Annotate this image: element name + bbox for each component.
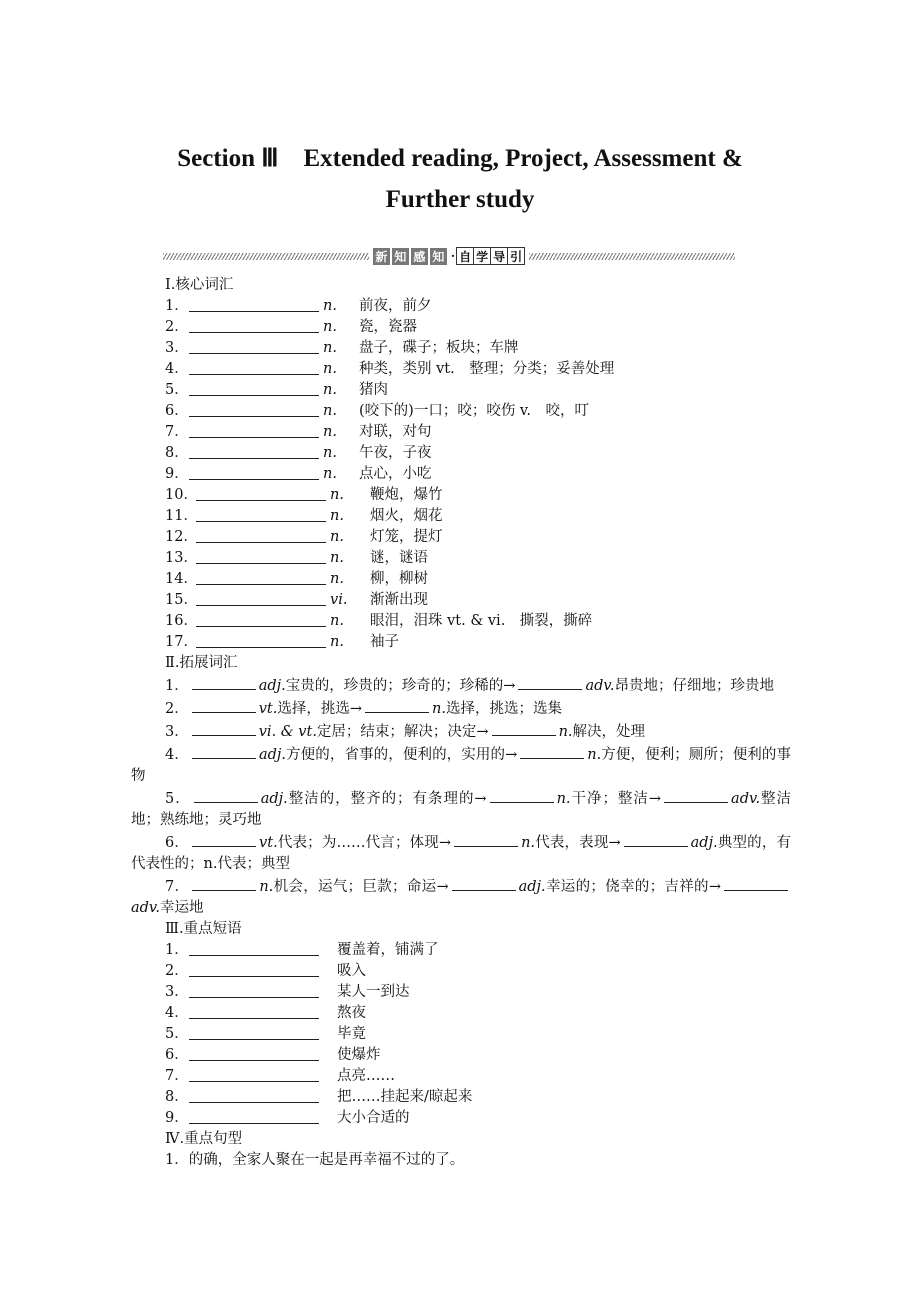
answer-blank[interactable] (192, 875, 256, 891)
answer-blank[interactable] (189, 359, 319, 375)
part-of-speech: n. (330, 487, 344, 503)
extended-item (131, 787, 791, 831)
item-meaning: 袖子 (370, 634, 399, 650)
part-of-speech: n. (330, 529, 344, 545)
part-of-speech: n. (323, 361, 337, 377)
answer-blank[interactable] (189, 1045, 319, 1061)
part-of-speech: vi. & vt. (258, 724, 317, 740)
part-of-speech: adj. (258, 747, 286, 763)
answer-blank[interactable] (189, 1024, 319, 1040)
item-meaning: 代表；为……代言；体现→ (277, 835, 452, 851)
item-meaning: 点心，小吃 (359, 466, 432, 482)
vocab-item (131, 506, 791, 527)
vocab-item (131, 296, 791, 317)
vocab-item (131, 422, 791, 443)
part-of-speech: adj. (690, 835, 718, 851)
item-meaning: 宝贵的，珍贵的；珍奇的；珍稀的→ (285, 678, 516, 694)
item-meaning: 眼泪，泪珠 vt. & vi. 撕裂，撕碎 (370, 613, 593, 629)
item-number: 3． (165, 724, 189, 740)
item-number: 6． (165, 835, 190, 851)
part-of-speech: n. (323, 319, 337, 335)
item-number: 1． (165, 678, 189, 694)
answer-blank[interactable] (196, 632, 326, 648)
phrase-item (131, 1087, 791, 1108)
item-number: 7． (165, 879, 190, 895)
item-meaning: 盘子，碟子；板块；车牌 (359, 340, 519, 356)
banner-hatch-left (163, 253, 369, 260)
part-of-speech: vt. (258, 701, 278, 717)
vocab-item (131, 611, 791, 632)
answer-blank[interactable] (189, 338, 319, 354)
answer-blank[interactable] (490, 787, 554, 803)
part-of-speech: adj. (258, 678, 286, 694)
answer-blank[interactable] (194, 787, 258, 803)
item-number: 4． (165, 747, 189, 763)
answer-blank[interactable] (189, 1066, 319, 1082)
answer-blank[interactable] (192, 674, 256, 690)
vocab-item (131, 485, 791, 506)
item-meaning: 解决，处理 (572, 724, 646, 740)
answer-blank[interactable] (189, 1108, 319, 1124)
answer-blank[interactable] (189, 1087, 319, 1103)
item-meaning: 烟火，烟花 (370, 508, 443, 524)
item-meaning: 定居；结束；解决；决定→ (316, 724, 489, 740)
answer-blank[interactable] (192, 743, 256, 759)
item-number: 1． (165, 298, 189, 314)
item-number: 11． (165, 508, 198, 524)
answer-blank[interactable] (518, 674, 582, 690)
answer-blank[interactable] (189, 961, 319, 977)
item-meaning: 幸运的；侥幸的；吉祥的→ (545, 879, 721, 895)
item-number: 1． (165, 1152, 189, 1168)
item-meaning: 昂贵地；仔细地；珍贵地 (614, 678, 774, 694)
item-meaning: 代表，表现→ (535, 835, 621, 851)
item-number: 2． (165, 319, 189, 335)
vocab-item (131, 380, 791, 401)
item-number: 15． (165, 592, 198, 608)
title-line-1: Section Ⅲ Extended reading, Project, Assessment & (177, 145, 743, 172)
part-of-speech: adv. (585, 678, 615, 694)
phrase-item (131, 1108, 791, 1129)
item-meaning: 覆盖着，铺满了 (337, 942, 439, 958)
answer-blank[interactable] (196, 548, 326, 564)
phrase-item (131, 961, 791, 982)
part-of-speech: n. (330, 613, 344, 629)
extended-item (131, 743, 791, 787)
item-meaning: 大小合适的 (337, 1110, 410, 1126)
item-meaning: 毕竟 (337, 1026, 366, 1042)
banner-char: 知 (430, 248, 447, 265)
item-meaning: 瓷，瓷器 (359, 319, 417, 335)
answer-blank[interactable] (189, 401, 319, 417)
answer-blank[interactable] (189, 422, 319, 438)
phrase-item (131, 1003, 791, 1024)
phrase-item (131, 940, 791, 961)
item-number: 4． (165, 361, 189, 377)
item-number: 3． (165, 340, 189, 356)
item-meaning: 把……挂起来/晾起来 (337, 1089, 473, 1105)
item-number: 5． (165, 791, 191, 807)
item-meaning: 机会，运气；巨款；命运→ (273, 879, 449, 895)
item-number: 6． (165, 403, 189, 419)
item-number: 10． (165, 487, 198, 503)
item-meaning: 柳，柳树 (370, 571, 428, 587)
item-meaning: 干净；整洁→ (570, 791, 662, 807)
banner-separator: · (450, 249, 456, 263)
extended-item (131, 831, 791, 875)
item-meaning: 方便，便利；厕所；便利的事物 (131, 747, 792, 784)
part-of-speech: n. (330, 508, 344, 524)
answer-blank[interactable] (189, 940, 319, 956)
vocab-item (131, 569, 791, 590)
answer-blank[interactable] (520, 743, 584, 759)
part-of-speech: n. (330, 571, 344, 587)
part-of-speech: n. (587, 747, 602, 763)
answer-blank[interactable] (192, 697, 256, 713)
item-number: 5． (165, 1026, 189, 1042)
part-of-speech: n. (259, 879, 274, 895)
part-of-speech: n. (432, 701, 446, 717)
part-of-speech: n. (323, 340, 337, 356)
part-of-speech: n. (323, 403, 337, 419)
item-number: 5． (165, 382, 189, 398)
item-meaning: 鞭炮，爆竹 (370, 487, 443, 503)
part-of-speech: n. (323, 445, 337, 461)
sentence-item (131, 1150, 791, 1171)
part-of-speech: n. (323, 424, 337, 440)
answer-blank[interactable] (189, 296, 319, 312)
vocab-item (131, 338, 791, 359)
part-of-speech: n. (323, 466, 337, 482)
answer-blank[interactable] (454, 831, 518, 847)
vocab-item (131, 317, 791, 338)
item-meaning: 典型的，有代表性的；n.代表；典型 (131, 835, 791, 872)
part-of-speech: adj. (518, 879, 546, 895)
item-meaning: 使爆炸 (337, 1047, 381, 1063)
item-number: 9． (165, 466, 189, 482)
answer-blank[interactable] (192, 720, 256, 736)
banner-badge (373, 247, 525, 265)
part-of-speech: adv. (131, 900, 161, 916)
part-of-speech: adj. (260, 791, 288, 807)
phrase-item (131, 1024, 791, 1045)
answer-blank[interactable] (365, 697, 429, 713)
item-meaning: (咬下的)一口；咬；咬伤 v. 咬，叮 (359, 403, 590, 419)
answer-blank[interactable] (189, 464, 319, 480)
phrase-item (131, 1045, 791, 1066)
section-heading-sentences: Ⅳ.重点句型 (165, 1131, 243, 1147)
banner-hatch-right (529, 253, 735, 260)
item-meaning: 熬夜 (337, 1005, 366, 1021)
vocab-item (131, 359, 791, 380)
part-of-speech: n. (558, 724, 573, 740)
answer-blank[interactable] (196, 506, 326, 522)
part-of-speech: n. (556, 791, 571, 807)
item-meaning: 对联，对句 (359, 424, 432, 440)
section-banner (163, 246, 735, 266)
part-of-speech: vi. (330, 592, 348, 608)
answer-blank[interactable] (189, 443, 319, 459)
extended-item (131, 697, 791, 720)
item-number: 3． (165, 984, 189, 1000)
answer-blank[interactable] (189, 982, 319, 998)
answer-blank[interactable] (189, 380, 319, 396)
answer-blank[interactable] (724, 875, 788, 891)
item-meaning: 吸入 (337, 963, 366, 979)
section-heading-vocab: Ⅰ.核心词汇 (165, 277, 234, 293)
item-meaning: 整洁地；熟练地；灵巧地 (131, 791, 792, 828)
answer-blank[interactable] (196, 485, 326, 501)
part-of-speech: n. (521, 835, 536, 851)
answer-blank[interactable] (196, 590, 326, 606)
part-of-speech: adv. (731, 791, 761, 807)
answer-blank[interactable] (192, 831, 256, 847)
item-number: 13． (165, 550, 198, 566)
vocab-item (131, 548, 791, 569)
banner-char: 知 (392, 248, 409, 265)
item-number: 8． (165, 445, 189, 461)
item-meaning: 午夜，子夜 (359, 445, 432, 461)
part-of-speech: vt. (259, 835, 278, 851)
answer-blank[interactable] (452, 875, 516, 891)
phrase-item (131, 1066, 791, 1087)
item-meaning: 点亮…… (337, 1068, 395, 1084)
vocab-item (131, 464, 791, 485)
item-meaning: 前夜，前夕 (359, 298, 432, 314)
vocab-item (131, 590, 791, 611)
item-number: 17． (165, 634, 198, 650)
vocab-item (131, 527, 791, 548)
item-number: 8． (165, 1089, 189, 1105)
item-meaning: 某人一到达 (337, 984, 410, 1000)
item-number: 2． (165, 963, 189, 979)
answer-blank[interactable] (664, 787, 728, 803)
item-number: 16． (165, 613, 198, 629)
part-of-speech: n. (330, 550, 344, 566)
part-of-speech: n. (323, 382, 337, 398)
banner-char: 学 (473, 247, 491, 265)
item-number: 9． (165, 1110, 189, 1126)
answer-blank[interactable] (196, 527, 326, 543)
extended-item (131, 674, 791, 697)
item-meaning: 幸运地 (160, 900, 204, 916)
answer-blank[interactable] (189, 1003, 319, 1019)
part-of-speech: n. (330, 634, 344, 650)
vocab-item (131, 443, 791, 464)
answer-blank[interactable] (624, 831, 688, 847)
section-heading-phrases: Ⅲ.重点短语 (165, 921, 242, 937)
answer-blank[interactable] (492, 720, 556, 736)
banner-char: 感 (411, 248, 428, 265)
item-number: 14． (165, 571, 198, 587)
answer-blank[interactable] (189, 317, 319, 333)
item-meaning: 选择，挑选；选集 (445, 701, 562, 717)
item-meaning: 谜，谜语 (370, 550, 428, 566)
item-number: 2． (165, 701, 189, 717)
item-meaning: 选择，挑选→ (277, 701, 363, 717)
banner-char: 自 (456, 247, 474, 265)
answer-blank[interactable] (196, 569, 326, 585)
item-meaning: 猪肉 (359, 382, 388, 398)
banner-char: 导 (490, 247, 508, 265)
worksheet-content (131, 275, 791, 1171)
vocab-item (131, 401, 791, 422)
answer-blank[interactable] (196, 611, 326, 627)
banner-char: 新 (373, 248, 390, 265)
section-heading-extended: Ⅱ.拓展词汇 (165, 655, 238, 671)
extended-item (131, 720, 791, 743)
item-number: 4． (165, 1005, 189, 1021)
banner-char: 引 (507, 247, 525, 265)
item-number: 12． (165, 529, 198, 545)
item-meaning: 渐渐出现 (370, 592, 428, 608)
extended-item (131, 875, 791, 919)
item-number: 6． (165, 1047, 189, 1063)
item-meaning: 整洁的，整齐的；有条理的→ (287, 791, 487, 807)
sentence-text: 的确，全家人聚在一起是再幸福不过的了。 (188, 1152, 465, 1168)
item-number: 1． (165, 942, 189, 958)
title-line-2: Further study (385, 186, 535, 213)
part-of-speech: n. (323, 298, 337, 314)
item-number: 7． (165, 424, 189, 440)
item-meaning: 灯笼，提灯 (370, 529, 443, 545)
phrase-item (131, 982, 791, 1003)
item-meaning: 种类，类别 vt. 整理；分类；妥善处理 (359, 361, 615, 377)
item-meaning: 方便的，省事的，便利的，实用的→ (285, 747, 518, 763)
item-number: 7． (165, 1068, 189, 1084)
vocab-item (131, 632, 791, 653)
